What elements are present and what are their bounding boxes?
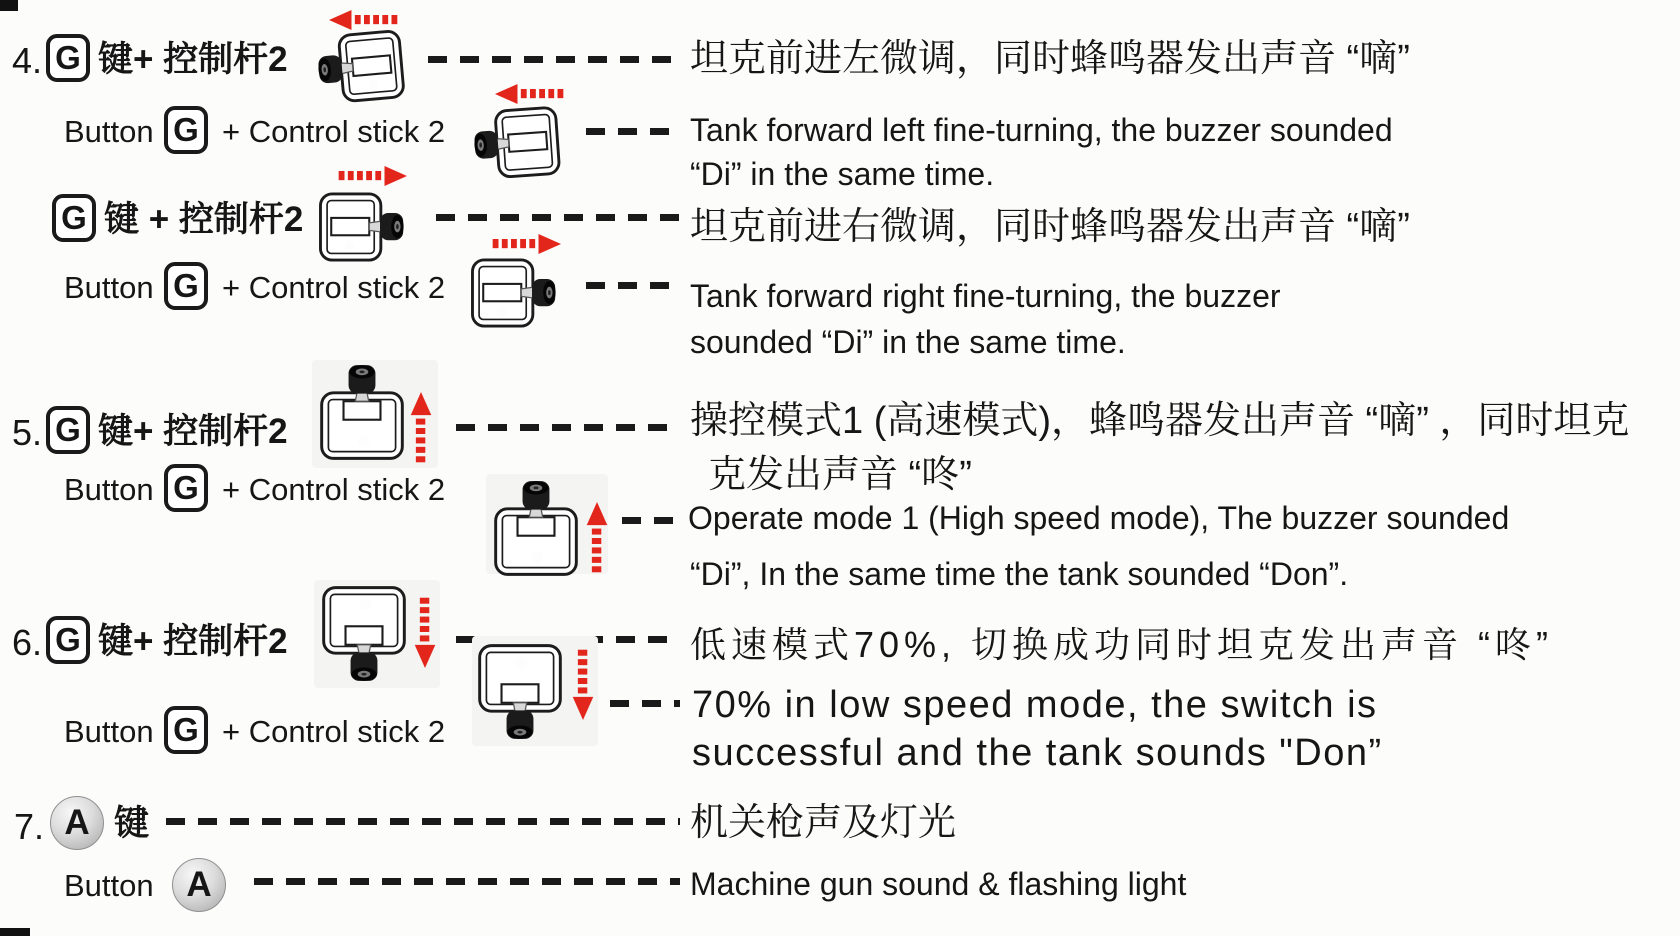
combo-label-en: + Control stick 2 <box>222 472 446 507</box>
red-arrow-left-icon <box>328 10 400 30</box>
control-stick-down-icon <box>478 642 562 740</box>
red-arrow-up-icon <box>586 502 608 574</box>
g-key-badge: G <box>164 262 208 310</box>
red-arrow-right-icon <box>490 234 562 254</box>
red-arrow-right-icon <box>336 166 408 186</box>
g-key-badge: G <box>46 616 90 664</box>
combo-label-zh: 键 <box>114 804 150 843</box>
g-key-badge: G <box>164 706 208 754</box>
description-en-line1: Tank forward right fine-turning, the buzzer <box>690 278 1281 314</box>
control-stick-left-icon <box>315 22 408 111</box>
description-en-line2: “Di”, In the same time the tank sounded “Don”. <box>690 556 1349 592</box>
item-number: 4. <box>12 40 43 81</box>
combo-label-en: + Control stick 2 <box>222 114 446 149</box>
video-artifact-top-left <box>0 0 18 11</box>
red-arrow-down-icon <box>572 648 594 720</box>
dashed-connector <box>586 282 680 289</box>
a-key-badge: A <box>50 796 104 850</box>
description-zh: 低速模式70%, 切换成功同时坦克发出声音 “咚” <box>690 624 1554 665</box>
g-key-badge: G <box>46 406 90 454</box>
description-en-line1: Tank forward left fine-turning, the buzzer sounded <box>690 112 1393 148</box>
control-stick-right-icon <box>318 186 404 268</box>
description-zh: 机关枪声及灯光 <box>690 802 957 844</box>
combo-label-en: + Control stick 2 <box>222 714 446 749</box>
dashed-connector <box>428 56 680 63</box>
video-artifact-bottom-left <box>0 928 30 936</box>
g-key-badge: G <box>46 34 90 82</box>
dashed-connector <box>254 878 680 885</box>
g-key-badge: G <box>52 194 96 242</box>
description-zh: 坦克前进右微调，同时蜂鸣器发出声音 “嘀” <box>690 206 1410 248</box>
item-number: 6. <box>12 622 43 663</box>
button-word: Button <box>64 270 154 305</box>
control-stick-up-icon <box>494 480 578 578</box>
button-word: Button <box>64 472 154 507</box>
combo-label-zh: 键+ 控制杆2 <box>98 622 288 661</box>
item-number: 7. <box>14 806 45 847</box>
dashed-connector <box>456 424 680 431</box>
description-en-line1: Operate mode 1 (High speed mode), The buzzer sounded <box>688 500 1510 536</box>
control-stick-up-icon <box>320 364 404 462</box>
combo-label-en: + Control stick 2 <box>222 270 446 305</box>
description-zh-line2: 克发出声音 “咚” <box>708 454 972 496</box>
g-key-badge: G <box>164 464 208 512</box>
red-arrow-left-icon <box>494 84 566 104</box>
g-key-badge: G <box>164 106 208 154</box>
description-en: Machine gun sound & flashing light <box>690 866 1187 902</box>
description-zh-line1: 操控模式1 (高速模式)，蜂鸣器发出声音 “嘀” ，同时坦克 <box>690 400 1630 442</box>
dashed-connector <box>622 517 680 524</box>
control-stick-down-icon <box>322 584 406 682</box>
button-word: Button <box>64 868 154 903</box>
dashed-connector <box>610 700 680 707</box>
button-word: Button <box>64 114 154 149</box>
combo-label-zh: 键+ 控制杆2 <box>98 412 288 451</box>
description-en-line2: “Di” in the same time. <box>690 156 995 192</box>
combo-label-zh: 键 + 控制杆2 <box>104 200 304 239</box>
dashed-connector <box>436 214 680 221</box>
control-stick-right-icon <box>470 252 556 334</box>
control-stick-left-icon <box>471 99 563 187</box>
red-arrow-up-icon <box>410 392 432 464</box>
combo-label-zh: 键+ 控制杆2 <box>98 40 288 79</box>
description-zh: 坦克前进左微调，同时蜂鸣器发出声音 “嘀” <box>690 38 1410 80</box>
dashed-connector <box>586 128 680 135</box>
description-en-line2: successful and the tank sounds "Don” <box>692 732 1383 774</box>
button-word: Button <box>64 714 154 749</box>
dashed-connector <box>166 818 680 825</box>
description-en-line1: 70% in low speed mode, the switch is <box>692 684 1378 726</box>
item-number: 5. <box>12 412 43 453</box>
red-arrow-down-icon <box>414 596 436 668</box>
description-en-line2: sounded “Di” in the same time. <box>690 324 1126 360</box>
a-key-badge: A <box>172 858 226 912</box>
